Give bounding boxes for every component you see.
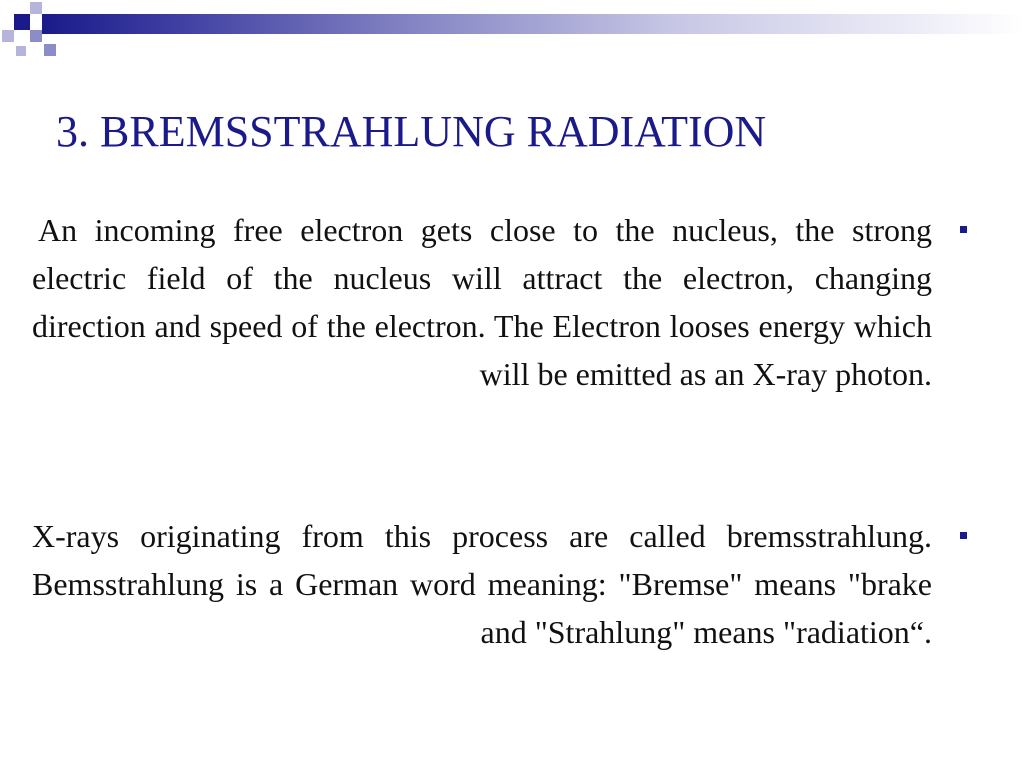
corner-square-icon: [16, 46, 26, 56]
top-gradient-band: [42, 14, 1024, 34]
corner-square-icon: [30, 30, 42, 42]
square-bullet-icon: [960, 532, 967, 539]
slide-title: 3. BREMSSTRAHLUNG RADIATION: [56, 107, 767, 156]
corner-square-icon: [30, 2, 42, 14]
paragraph-electron-deflection: An incoming free electron gets close to the nucleus, the strong electric field of the nucleus will attract the electron, changing direction and speed of the electron. The Electron looses energy which will be emitted as an X-ray photon.: [32, 212, 932, 392]
square-bullet-icon: [960, 226, 967, 233]
paragraph-bremsstrahlung-definition: X-rays originating from this process are called bremsstrahlung. Bemsstrahlung is a German word meaning: "Bremse" means "brake and "Strahlung" means "radiation“.: [32, 518, 932, 650]
corner-square-icon: [44, 44, 56, 56]
corner-square-icon: [14, 14, 30, 30]
corner-square-icon: [2, 30, 14, 42]
